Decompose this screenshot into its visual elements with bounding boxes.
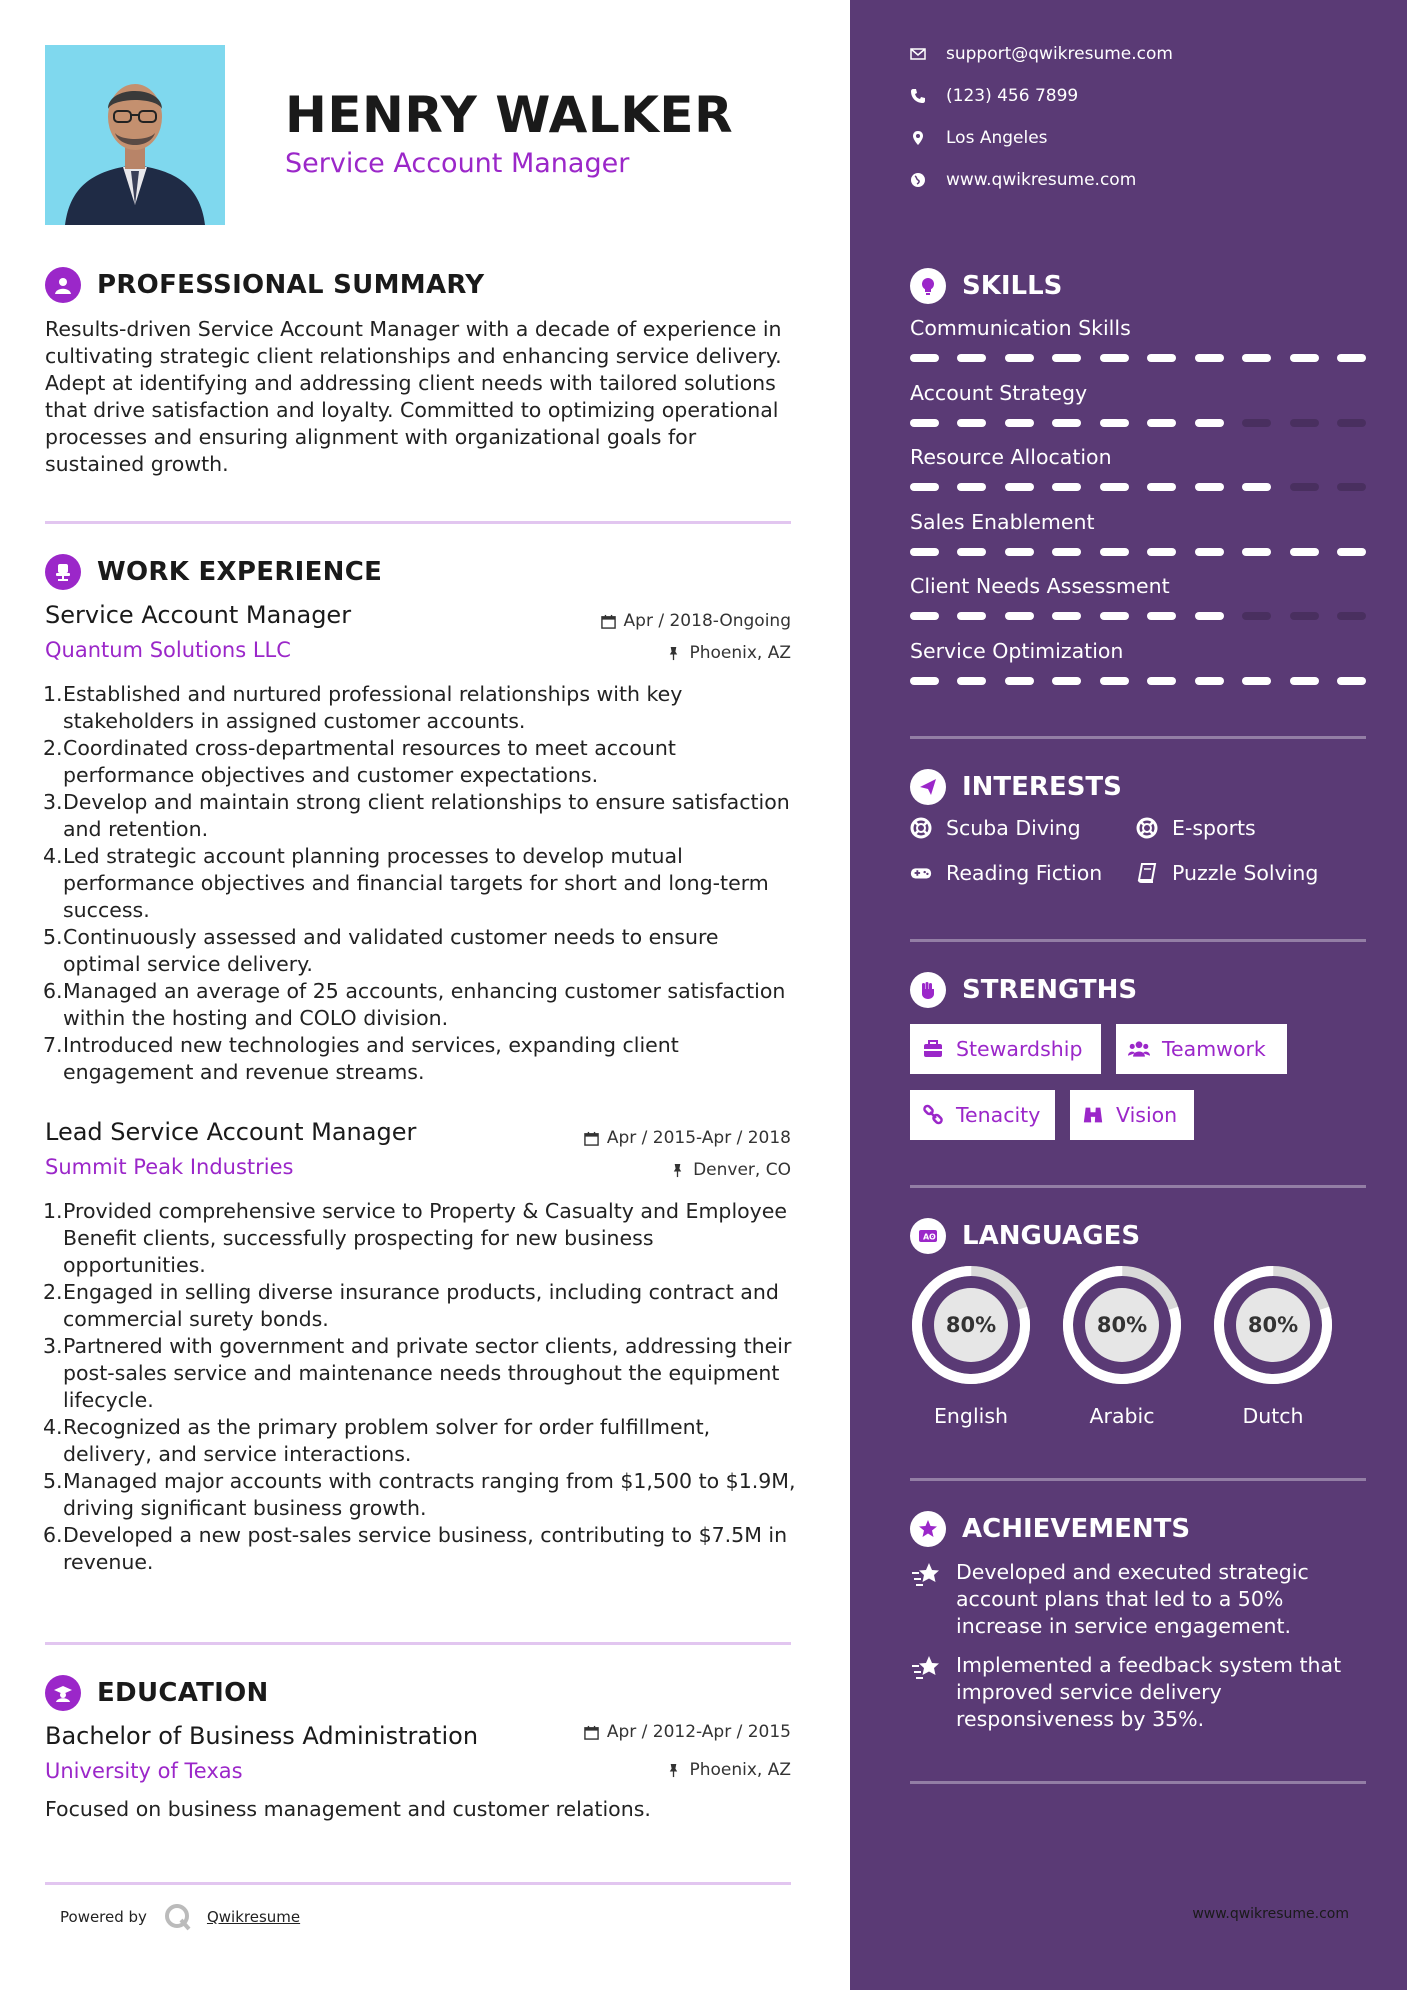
svg-text:A: A	[923, 1232, 930, 1242]
achievement-item	[910, 1652, 1366, 1733]
gauge-percent: 80%	[1247, 1313, 1299, 1337]
rating-dash	[957, 419, 986, 427]
rating-dash	[1337, 548, 1366, 556]
job-date-2	[584, 1128, 791, 1148]
interest-item	[910, 861, 1102, 885]
chair-icon	[45, 554, 81, 590]
education-title: EDUCATION	[97, 1678, 269, 1708]
section-divider	[910, 1781, 1366, 1784]
skills-title: SKILLS	[962, 271, 1063, 301]
skill-name: Sales Enablement	[910, 509, 1095, 534]
strength-badge	[910, 1024, 1101, 1074]
skill-name: Communication Skills	[910, 316, 1131, 340]
skill-name: Service Optimization	[910, 638, 1124, 663]
rating-dash	[1290, 612, 1319, 620]
skill-rating	[910, 483, 1366, 491]
contact-email-text: support@qwikresume.com	[946, 44, 1173, 64]
strength-badge	[1070, 1090, 1194, 1140]
interest-item	[910, 816, 1081, 840]
rating-dash	[957, 483, 986, 491]
language-gauge	[1212, 1264, 1334, 1386]
rating-dash	[1195, 612, 1224, 620]
rating-dash	[910, 677, 939, 685]
rating-dash	[1195, 419, 1224, 427]
job-date-text-2: Apr / 2015-Apr / 2018	[606, 1128, 791, 1148]
footer-website[interactable]: www.qwikresume.com	[1192, 1906, 1349, 1922]
list-item: Managed an average of 25 accounts, enhancing customer satisfaction within the hosting and COLO division.	[63, 979, 786, 1030]
fist-icon	[910, 972, 946, 1008]
shooting-star-icon	[910, 1652, 942, 1684]
rating-dash	[1290, 354, 1319, 362]
rating-dash	[1147, 612, 1176, 620]
user-icon	[45, 267, 81, 303]
contact-phone[interactable]	[910, 86, 1078, 106]
section-divider	[45, 1882, 791, 1885]
globe-icon	[910, 172, 926, 188]
section-divider	[910, 939, 1366, 942]
education-location	[666, 1760, 791, 1780]
rating-dash	[910, 483, 939, 491]
skill-item	[910, 445, 1366, 491]
list-item: Coordinated cross-departmental resources to meet account performance objectives and customer expectations.	[63, 736, 676, 787]
strength-label: Stewardship	[956, 1037, 1083, 1061]
rating-dash	[957, 354, 986, 362]
rating-dash	[1052, 548, 1081, 556]
lifebuoy-icon	[910, 817, 932, 839]
rating-dash	[957, 612, 986, 620]
envelope-icon	[910, 46, 926, 62]
strength-label: Teamwork	[1162, 1037, 1266, 1061]
rating-dash	[1052, 483, 1081, 491]
achievement-text: Developed and executed strategic account plans that led to a 50% increase in service engagement.	[956, 1560, 1309, 1638]
achievements-heading	[910, 1511, 1190, 1547]
strength-badge	[1116, 1024, 1287, 1074]
rating-dash	[1195, 354, 1224, 362]
interest-label: Reading Fiction	[946, 861, 1103, 885]
rating-dash	[1147, 419, 1176, 427]
list-item: Partnered with government and private sector clients, addressing their post-sales service and maintenance needs throughout the equipment lifecycle.	[63, 1334, 792, 1412]
rating-dash	[1290, 548, 1319, 556]
interest-label: E-sports	[1172, 816, 1256, 840]
rating-dash	[910, 548, 939, 556]
candidate-name: HENRY WALKER	[285, 86, 734, 144]
rating-dash	[910, 419, 939, 427]
rating-dash	[1242, 677, 1271, 685]
sidebar	[850, 0, 1407, 1990]
rating-dash	[1337, 419, 1366, 427]
rating-dash	[1005, 354, 1034, 362]
skill-item	[910, 381, 1366, 427]
rating-dash	[1147, 354, 1176, 362]
svg-text:ʘ: ʘ	[929, 1232, 936, 1242]
skill-rating	[910, 612, 1366, 620]
rating-dash	[910, 612, 939, 620]
section-divider	[910, 736, 1366, 739]
interest-item	[1136, 816, 1256, 840]
rating-dash	[1290, 677, 1319, 685]
language-gauge	[910, 1264, 1032, 1386]
job-date-text-1: Apr / 2018-Ongoing	[623, 611, 791, 631]
list-item: Engaged in selling diverse insurance products, including contract and commercial surety bonds.	[63, 1280, 779, 1331]
rating-dash	[1242, 548, 1271, 556]
translate-icon	[910, 1218, 946, 1254]
skill-item	[910, 316, 1366, 362]
rating-dash	[1100, 354, 1129, 362]
education-date	[584, 1722, 791, 1742]
qwikresume-link[interactable]: Qwikresume	[206, 1908, 301, 1926]
rating-dash	[1195, 483, 1224, 491]
interest-label: Puzzle Solving	[1172, 861, 1319, 885]
list-item: Established and nurtured professional relationships with key stakeholders in assigned customer accounts.	[63, 682, 683, 733]
rating-dash	[1242, 354, 1271, 362]
company-1: Quantum Solutions LLC	[45, 638, 291, 662]
rating-dash	[1100, 483, 1129, 491]
languages-heading	[910, 1218, 1140, 1254]
list-item: Recognized as the primary problem solver for order fulfillment, delivery, and service interactions.	[63, 1415, 711, 1466]
achievement-text: Implemented a feedback system that improved service delivery responsiveness by 35%.	[956, 1653, 1342, 1731]
skills-heading	[910, 268, 1062, 304]
list-item: Managed major accounts with contracts ranging from $1,500 to $1.9M, driving significant business growth.	[63, 1469, 796, 1520]
rating-dash	[1195, 548, 1224, 556]
rating-dash	[1242, 612, 1271, 620]
rating-dash	[1337, 612, 1366, 620]
language-item	[910, 1264, 1032, 1428]
job-location-text-2: Denver, CO	[693, 1160, 791, 1180]
achievements-title: ACHIEVEMENTS	[962, 1514, 1191, 1544]
pin-icon	[666, 1763, 681, 1778]
rating-dash	[1100, 419, 1129, 427]
lifebuoy-icon	[1136, 817, 1158, 839]
rating-dash	[1100, 548, 1129, 556]
job-location-1	[666, 643, 791, 663]
rating-dash	[957, 548, 986, 556]
company-2: Summit Peak Industries	[45, 1155, 294, 1179]
experience-heading	[45, 554, 382, 590]
interest-item	[1136, 861, 1318, 885]
paper-plane-icon	[910, 769, 946, 805]
qwikresume-logo-icon	[163, 1902, 193, 1932]
skill-item	[910, 639, 1366, 685]
contact-phone-text: (123) 456 7899	[946, 86, 1079, 106]
list-item: Led strategic account planning processes to develop mutual performance objectives and financial targets for short and long-term success.	[63, 844, 769, 922]
section-divider	[910, 1185, 1366, 1188]
graduate-icon	[45, 1675, 81, 1711]
rating-dash	[1147, 483, 1176, 491]
rating-dash	[1290, 419, 1319, 427]
rating-dash	[1005, 612, 1034, 620]
skill-name: Account Strategy	[910, 380, 1088, 405]
rating-dash	[1147, 548, 1176, 556]
rating-dash	[1337, 677, 1366, 685]
rating-dash	[910, 354, 939, 362]
summary-heading	[45, 267, 484, 303]
rating-dash	[1052, 354, 1081, 362]
powered-by	[60, 1902, 300, 1932]
language-name: English	[933, 1404, 1009, 1428]
language-name: Arabic	[1089, 1404, 1155, 1428]
list-item: Introduced new technologies and services, expanding client engagement and revenue streams.	[63, 1033, 679, 1084]
profile-photo	[45, 45, 225, 225]
section-divider	[45, 1642, 791, 1645]
contact-website[interactable]	[910, 170, 1136, 190]
languages-title: LANGUAGES	[962, 1221, 1141, 1251]
strengths-title: STRENGTHS	[962, 975, 1138, 1005]
contact-location-text: Los Angeles	[946, 128, 1048, 148]
rating-dash	[1052, 419, 1081, 427]
summary-title: PROFESSIONAL SUMMARY	[97, 270, 485, 300]
link-icon	[922, 1104, 944, 1126]
rating-dash	[1337, 483, 1366, 491]
rating-dash	[1005, 548, 1034, 556]
rating-dash	[1195, 677, 1224, 685]
education-description: Focused on business management and customer relations.	[45, 1797, 651, 1821]
education-location-text: Phoenix, AZ	[689, 1760, 791, 1780]
language-gauge	[1061, 1264, 1183, 1386]
candidate-title: Service Account Manager	[285, 148, 630, 179]
calendar-icon	[584, 1131, 599, 1146]
rating-dash	[1005, 677, 1034, 685]
map-marker-icon	[910, 130, 926, 146]
duties-list-2	[45, 1198, 797, 1576]
star-badge-icon	[910, 1511, 946, 1547]
list-item: Developed a new post-sales service business, contributing to $7.5M in revenue.	[63, 1523, 788, 1574]
rating-dash	[1100, 612, 1129, 620]
rating-dash	[1242, 419, 1271, 427]
list-item: Develop and maintain strong client relationships to ensure satisfaction and retention.	[63, 790, 790, 841]
pin-icon	[666, 646, 681, 661]
calendar-icon	[584, 1725, 599, 1740]
job-location-text-1: Phoenix, AZ	[689, 643, 791, 663]
strength-label: Vision	[1116, 1103, 1178, 1127]
rating-dash	[1290, 483, 1319, 491]
interests-title: INTERESTS	[962, 772, 1122, 802]
language-item	[1212, 1264, 1334, 1428]
list-item: Continuously assessed and validated customer needs to ensure optimal service delivery.	[63, 925, 719, 976]
education-date-text: Apr / 2012-Apr / 2015	[606, 1722, 791, 1742]
phone-icon	[910, 88, 926, 104]
book-icon	[1136, 862, 1158, 884]
skill-item	[910, 574, 1366, 620]
gauge-percent: 80%	[1096, 1313, 1148, 1337]
rating-dash	[1100, 677, 1129, 685]
gauge-percent: 80%	[945, 1313, 997, 1337]
contact-location	[910, 128, 1048, 148]
experience-title: WORK EXPERIENCE	[97, 557, 383, 587]
skill-rating	[910, 677, 1366, 685]
degree: Bachelor of Business Administration	[45, 1722, 479, 1750]
binoculars-icon	[1082, 1104, 1104, 1126]
achievement-item	[910, 1559, 1366, 1640]
skill-rating	[910, 548, 1366, 556]
rating-dash	[1005, 419, 1034, 427]
rating-dash	[1005, 483, 1034, 491]
job-date-1	[601, 611, 791, 631]
pin-icon	[670, 1163, 685, 1178]
rating-dash	[957, 677, 986, 685]
powered-by-label: Powered by	[60, 1908, 147, 1926]
job-title-1: Service Account Manager	[45, 601, 352, 629]
interests-heading	[910, 769, 1122, 805]
skill-name: Resource Allocation	[910, 445, 1112, 469]
contact-website-text: www.qwikresume.com	[946, 170, 1137, 190]
skill-rating	[910, 354, 1366, 362]
gamepad-icon	[910, 862, 932, 884]
strength-label: Tenacity	[956, 1103, 1041, 1127]
rating-dash	[1052, 612, 1081, 620]
language-name: Dutch	[1242, 1404, 1304, 1428]
person-silhouette-icon	[45, 45, 225, 225]
lightbulb-icon	[910, 268, 946, 304]
interest-label: Scuba Diving	[946, 816, 1081, 840]
skill-rating	[910, 419, 1366, 427]
skill-name: Client Needs Assessment	[910, 574, 1170, 598]
job-title-2: Lead Service Account Manager	[45, 1118, 417, 1146]
contact-email[interactable]	[910, 44, 1173, 64]
list-item: Provided comprehensive service to Property & Casualty and Employee Benefit clients, successfully prospecting for new business opportunities.	[63, 1199, 788, 1277]
skill-item	[910, 510, 1366, 556]
section-divider	[910, 1478, 1366, 1481]
duties-list-1	[45, 681, 797, 1086]
summary-text: Results-driven Service Account Manager with a decade of experience in cultivating strategic client relationships and enhancing service delivery. Adept at identifying and addressing client needs with tailored solutions that drive satisfaction and loyalty. Committed to optimizing operational processes and ensuring alignment with organizational goals for sustained growth.	[45, 317, 782, 476]
rating-dash	[1242, 483, 1271, 491]
calendar-icon	[601, 614, 616, 629]
job-location-2	[670, 1160, 791, 1180]
rating-dash	[1337, 354, 1366, 362]
strengths-heading	[910, 972, 1137, 1008]
rating-dash	[1147, 677, 1176, 685]
school: University of Texas	[45, 1759, 243, 1783]
rating-dash	[1052, 677, 1081, 685]
users-icon	[1128, 1038, 1150, 1060]
strength-badge	[910, 1090, 1055, 1140]
section-divider	[45, 521, 791, 524]
language-item	[1061, 1264, 1183, 1428]
briefcase-icon	[922, 1038, 944, 1060]
shooting-star-icon	[910, 1559, 942, 1591]
education-heading	[45, 1675, 269, 1711]
